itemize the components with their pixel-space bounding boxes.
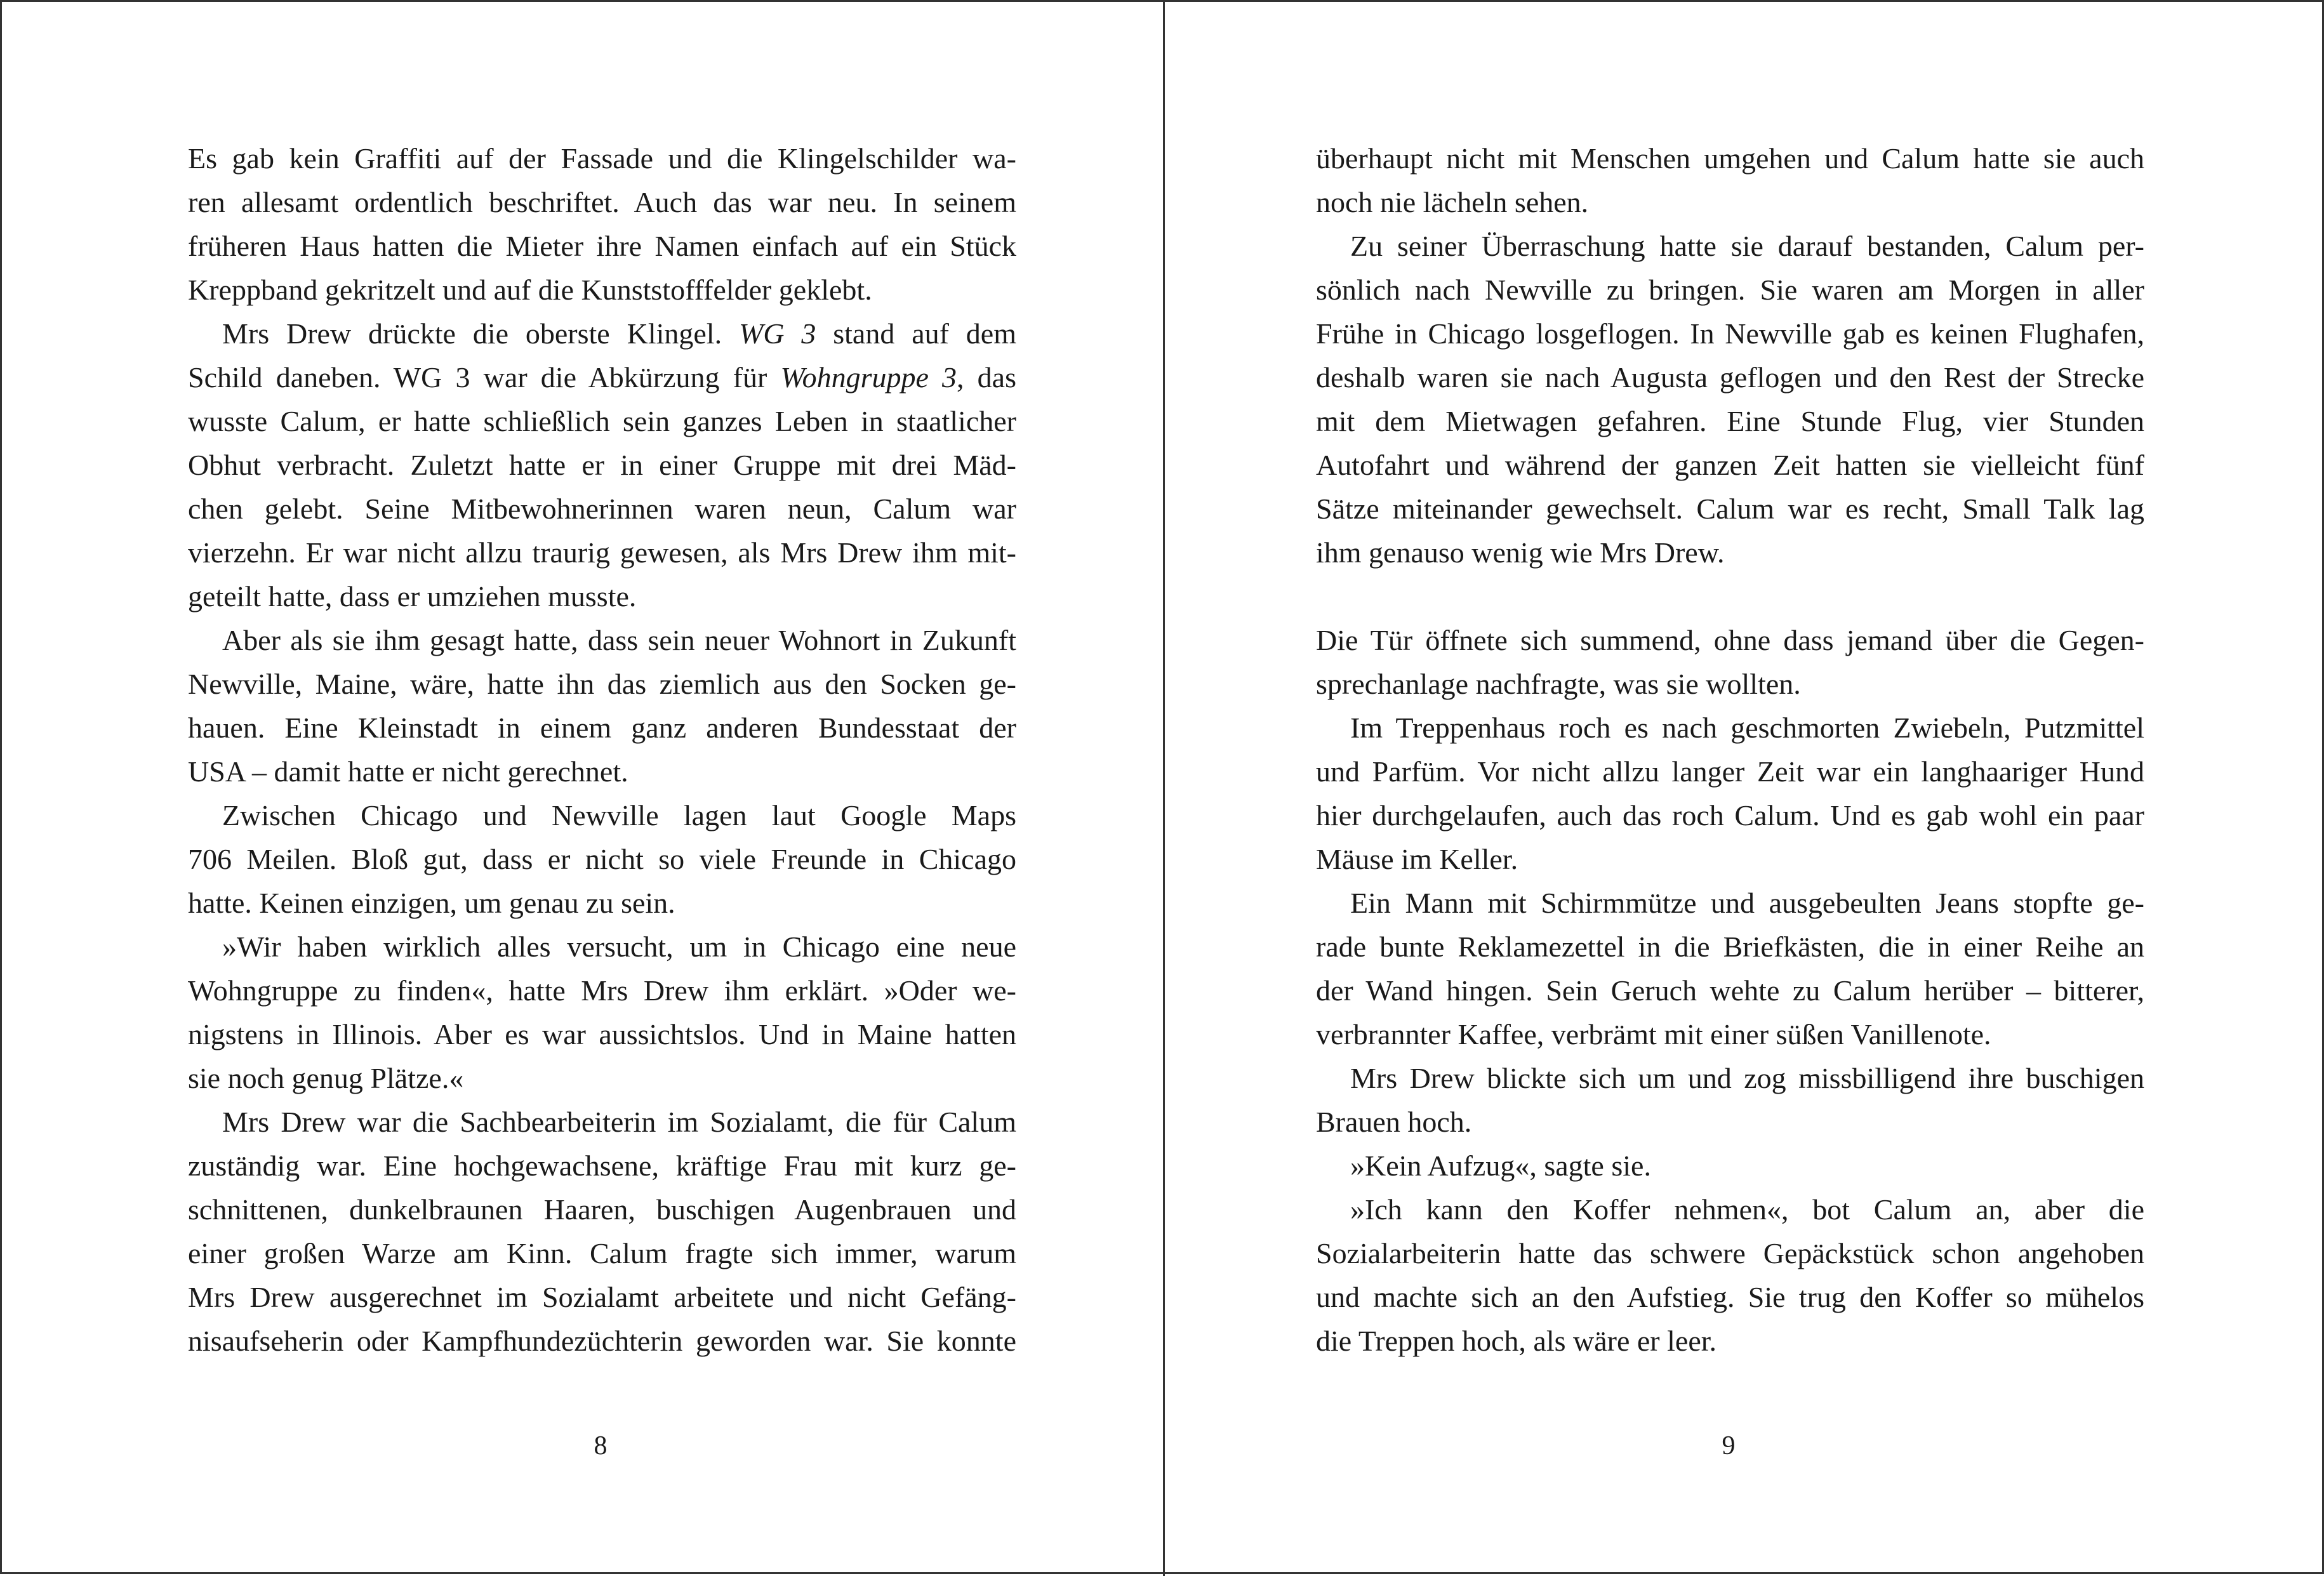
text-line: Zu seiner Überraschung hatte sie darauf bestanden, Calum per-	[1350, 230, 2144, 262]
text-line: überhaupt nicht mit Menschen umgehen und Calum hatte sie auch	[1316, 142, 2144, 175]
text-line: hauen. Eine Kleinstadt in einem ganz anderen Bundesstaat der	[188, 712, 1016, 744]
left-page	[2, 2, 1163, 1576]
text-line: Zwischen Chicago und Newville lagen laut Google Maps	[222, 799, 1016, 831]
text-line: Wohngruppe zu finden«, hatte Mrs Drew ihm erklärt. »Oder we-	[188, 974, 1016, 1007]
text-line: und machte sich an den Aufstieg. Sie trug den Koffer so mühelos	[1316, 1281, 2144, 1313]
text-line: schnittenen, dunkelbraunen Haaren, buschigen Augenbrauen und	[188, 1193, 1016, 1226]
text-line: nigstens in Illinois. Aber es war aussichtslos. Und in Maine hatten	[188, 1018, 1016, 1050]
page-number: 9	[1722, 1431, 1736, 1460]
text-line: USA – damit hatte er nicht gerechnet.	[188, 755, 628, 788]
text-line: Mäuse im Keller.	[1316, 843, 1518, 875]
text-line: Obhut verbracht. Zuletzt hatte er in einer Gruppe mit drei Mäd-	[188, 449, 1016, 481]
text-line: früheren Haus hatten die Mieter ihre Namen einfach auf ein Stück	[188, 230, 1016, 262]
text-line: wusste Calum, er hatte schließlich sein ganzes Leben in staatlicher	[188, 405, 1016, 437]
text-line: Sozialarbeiterin hatte das schwere Gepäckstück schon angehoben	[1316, 1237, 2144, 1269]
text-line: »Wir haben wirklich alles versucht, um in Chicago eine neue	[222, 930, 1016, 963]
right-page-text	[1316, 136, 2144, 1363]
text-line: sie noch genug Plätze.«	[188, 1062, 464, 1094]
text-line: nisaufseherin oder Kampfhundezüchterin geworden war. Sie konnte	[188, 1325, 1016, 1357]
section-break	[1316, 574, 2144, 618]
text-line: Es gab kein Graffiti auf der Fassade und die Klingelschilder wa-	[188, 142, 1016, 175]
text-line: hatte. Keinen einzigen, um genau zu sein.	[188, 887, 675, 919]
text-line: die Treppen hoch, als wäre er leer.	[1316, 1325, 1717, 1357]
text-line: Schild daneben. WG 3 war die Abkürzung für Wohngruppe 3, das	[188, 361, 1016, 394]
text-line: ren allesamt ordentlich beschriftet. Auch das war neu. In seinem	[188, 186, 1016, 218]
text-line: Mrs Drew blickte sich um und zog missbilligend ihre buschigen	[1350, 1062, 2144, 1094]
text-line: sprechanlage nachfragte, was sie wollten.	[1316, 668, 1801, 700]
text-line: Im Treppenhaus roch es nach geschmorten Zwiebeln, Putzmittel	[1350, 712, 2144, 744]
text-line: Die Tür öffnete sich summend, ohne dass jemand über die Gegen-	[1316, 624, 2144, 656]
text-line: »Kein Aufzug«, sagte sie.	[1350, 1149, 1651, 1182]
text-line: Brauen hoch.	[1316, 1106, 1472, 1138]
text-line: Aber als sie ihm gesagt hatte, dass sein neuer Wohnort in Zukunft	[222, 624, 1016, 656]
text-line: chen gelebt. Seine Mitbewohnerinnen waren neun, Calum war	[188, 493, 1016, 525]
text-line: Mrs Drew drückte die oberste Klingel. WG 3 stand auf dem	[222, 317, 1016, 350]
text-line: ihm genauso wenig wie Mrs Drew.	[1316, 536, 1725, 569]
text-line: Mrs Drew ausgerechnet im Sozialamt arbeitete und nicht Gefäng-	[188, 1281, 1016, 1313]
text-line: rade bunte Reklamezettel in die Briefkästen, die in einer Reihe an	[1316, 930, 2144, 963]
right-page	[1165, 2, 2324, 1576]
text-line: Kreppband gekritzelt und auf die Kunststofffelder geklebt.	[188, 274, 872, 306]
text-line: zuständig war. Eine hochgewachsene, kräftige Frau mit kurz ge-	[188, 1149, 1016, 1182]
text-line: vierzehn. Er war nicht allzu traurig gewesen, als Mrs Drew ihm mit-	[188, 536, 1016, 569]
text-line: Mrs Drew war die Sachbearbeiterin im Sozialamt, die für Calum	[222, 1106, 1016, 1138]
text-line: hier durchgelaufen, auch das roch Calum. Und es gab wohl ein paar	[1316, 799, 2144, 831]
text-line: geteilt hatte, dass er umziehen musste.	[188, 580, 637, 613]
text-line: der Wand hingen. Sein Geruch wehte zu Calum herüber – bitterer,	[1316, 974, 2144, 1007]
left-page-text	[188, 136, 1016, 1363]
text-line: deshalb waren sie nach Augusta geflogen und den Rest der Strecke	[1316, 361, 2144, 394]
text-line: noch nie lächeln sehen.	[1316, 186, 1589, 218]
text-line: verbrannter Kaffee, verbrämt mit einer süßen Vanillenote.	[1316, 1018, 1991, 1050]
text-line: Ein Mann mit Schirmmütze und ausgebeulten Jeans stopfte ge-	[1350, 887, 2144, 919]
page-number: 8	[594, 1431, 608, 1460]
text-line: Autofahrt und während der ganzen Zeit hatten sie vielleicht fünf	[1316, 449, 2144, 481]
text-line: sönlich nach Newville zu bringen. Sie waren am Morgen in aller	[1316, 274, 2144, 306]
text-line: einer großen Warze am Kinn. Calum fragte sich immer, warum	[188, 1237, 1016, 1269]
text-line: Frühe in Chicago losgeflogen. In Newville gab es keinen Flughafen,	[1316, 317, 2144, 350]
text-line: und Parfüm. Vor nicht allzu langer Zeit war ein langhaariger Hund	[1316, 755, 2144, 788]
text-line: mit dem Mietwagen gefahren. Eine Stunde Flug, vier Stunden	[1316, 405, 2144, 437]
text-line: 706 Meilen. Bloß gut, dass er nicht so viele Freunde in Chicago	[188, 843, 1016, 875]
text-line: Newville, Maine, wäre, hatte ihn das ziemlich aus den Socken ge-	[188, 668, 1016, 700]
text-line: Sätze miteinander gewechselt. Calum war es recht, Small Talk lag	[1316, 493, 2144, 525]
text-line: »Ich kann den Koffer nehmen«, bot Calum an, aber die	[1350, 1193, 2144, 1226]
